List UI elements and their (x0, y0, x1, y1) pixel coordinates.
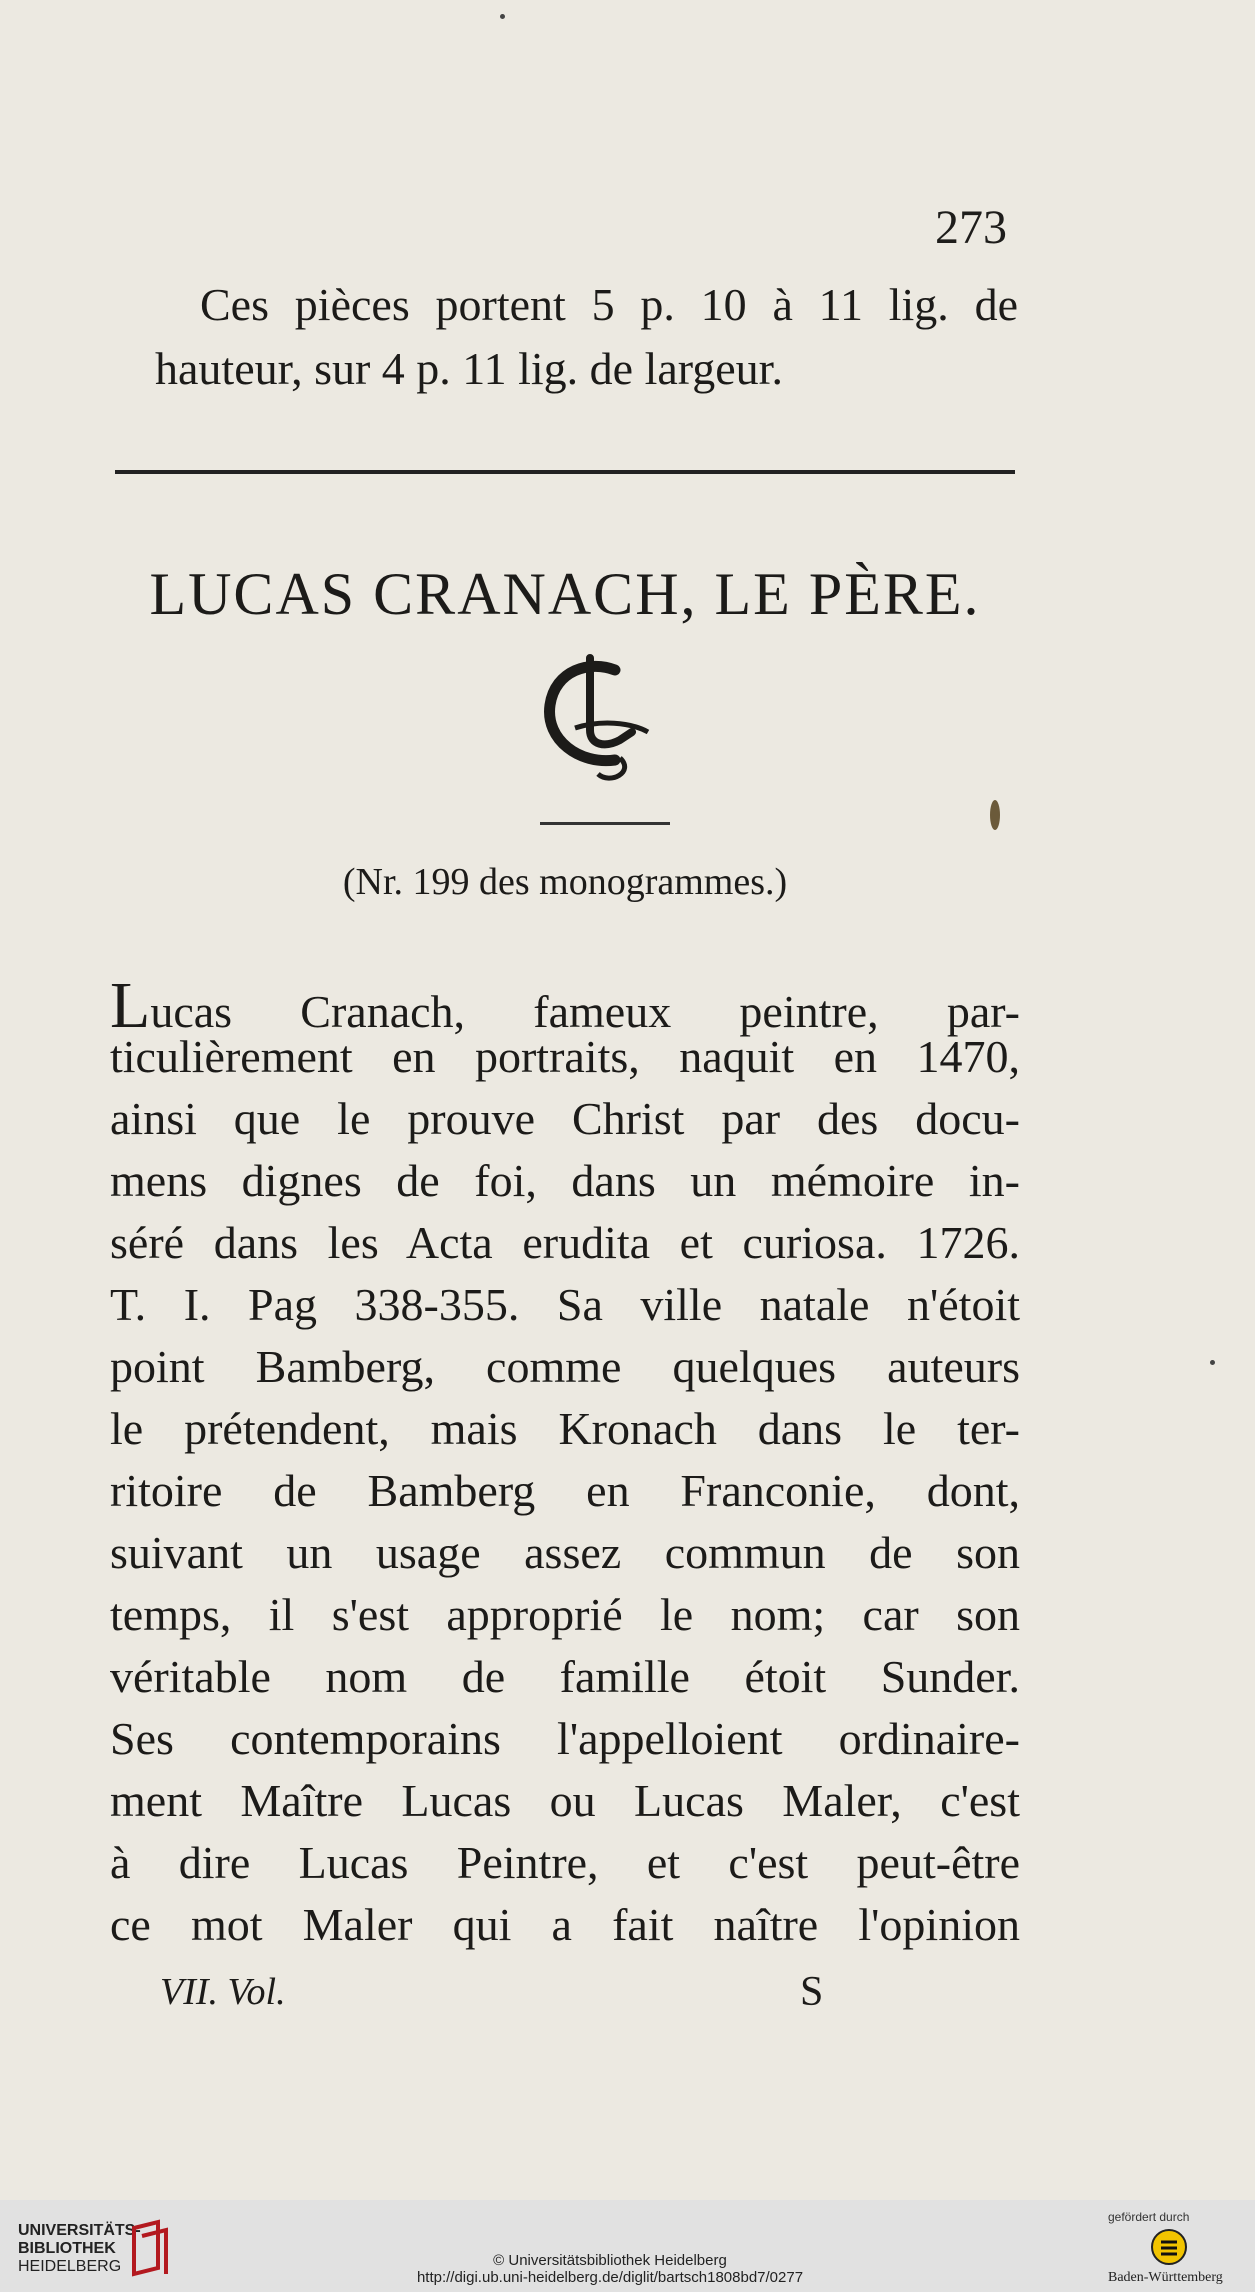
volume-mark: VII. Vol. (160, 1971, 286, 2013)
cranach-monogram-icon (520, 650, 670, 790)
sponsor-label: gefördert durch (1108, 2210, 1190, 2224)
body-line-2: ticulièrement en portraits, naquit en 1470, (110, 1031, 1020, 1082)
paper-speck (500, 14, 505, 19)
section-title: LUCAS CRANACH, LE PÈRE. (149, 561, 981, 627)
monogram-caption: (Nr. 199 des monogrammes.) (342, 861, 788, 903)
page-number: 273 (935, 201, 1007, 254)
body-line-9: ritoire de Bamberg en Franconie, dont, (110, 1465, 1020, 1516)
paper-speck (1210, 1360, 1215, 1365)
baden-wuerttemberg-crest-icon (1150, 2228, 1188, 2266)
body-line-13: Ses contemporains l'appelloient ordinaire- (110, 1713, 1020, 1764)
section-divider (115, 470, 1015, 474)
body-line-16: ce mot Maler qui a fait naître l'opinion (110, 1899, 1020, 1950)
drop-cap: L (110, 969, 151, 1042)
body-line-8: le prétendent, mais Kronach dans le ter- (110, 1403, 1020, 1454)
body-line-14: ment Maître Lucas ou Lucas Maler, c'est (110, 1775, 1020, 1826)
library-logo-icon (128, 2218, 172, 2278)
body-line-6: T. I. Pag 338-355. Sa ville natale n'étoit (110, 1279, 1020, 1330)
body-line-1: Lucas Cranach, fameux peintre, par- (110, 969, 1020, 1042)
sponsor-name: Baden-Württemberg (1108, 2270, 1223, 2285)
copyright-notice: © Universitätsbibliothek Heidelberg http://digi.ub.uni-heidelberg.de/diglit/bartsch1808bd7/0277 (380, 2252, 840, 2286)
source-url[interactable]: http://digi.ub.uni-heidelberg.de/diglit/bartsch1808bd7/0277 (416, 2269, 804, 2286)
intro-line-1: Ces pièces portent 5 p. 10 à 11 lig. de (200, 279, 1018, 330)
body-line-5: séré dans les Acta erudita et curiosa. 1726. (110, 1217, 1020, 1268)
body-line-11: temps, il s'est approprié le nom; car son (110, 1589, 1020, 1640)
monogram-underline (540, 822, 670, 825)
body-line-4: mens dignes de foi, dans un mémoire in- (110, 1155, 1020, 1206)
body-line-3: ainsi que le prouve Christ par des docu- (110, 1093, 1020, 1144)
intro-line-2: hauteur, sur 4 p. 11 lig. de largeur. (155, 343, 783, 394)
library-footer-bar (0, 2200, 1255, 2292)
library-name: UNIVERSITÄTS- BIBLIOTHEK HEIDELBERG (18, 2222, 141, 2275)
body-line-7: point Bamberg, comme quelques auteurs (110, 1341, 1020, 1392)
paper-stain (990, 800, 1000, 830)
body-line-15: à dire Lucas Peintre, et c'est peut-être (110, 1837, 1020, 1888)
signature-mark: S (800, 1969, 824, 2015)
body-line-10: suivant un usage assez commun de son (110, 1527, 1020, 1578)
body-line-12: véritable nom de famille étoit Sunder. (110, 1651, 1020, 1702)
